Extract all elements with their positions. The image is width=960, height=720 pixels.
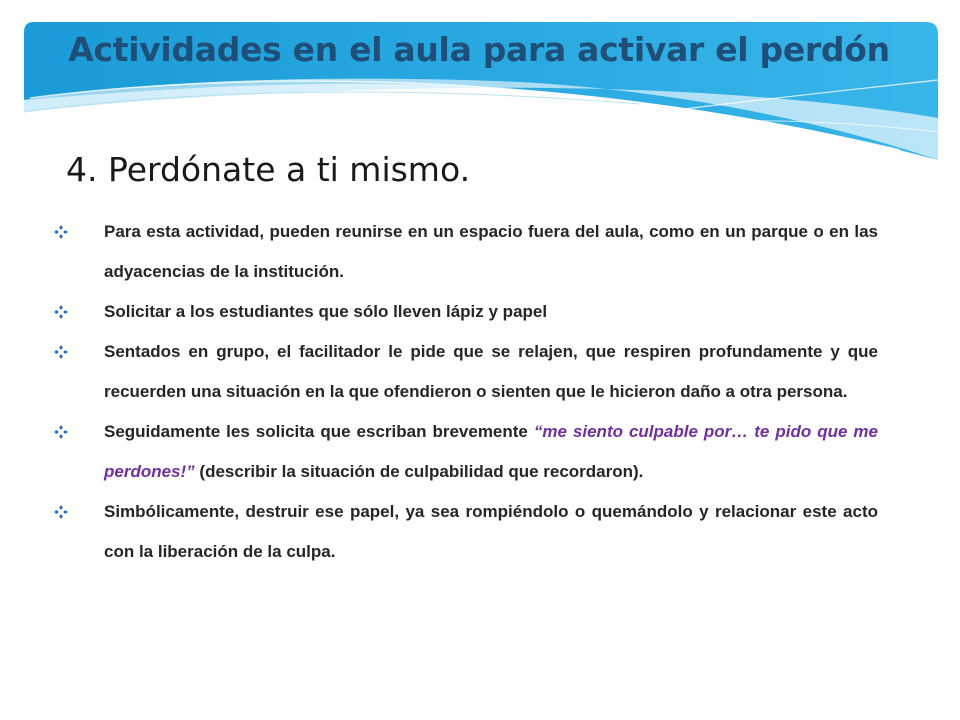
diamond-bullet-icon bbox=[54, 212, 74, 252]
bullet-text-lead: Seguidamente les solicita que escriban brevemente bbox=[104, 422, 534, 441]
quote-emphasis: “me siento culpable por… te pido que me perdones!” bbox=[104, 422, 879, 481]
bullet-text: Solicitar a los estudiantes que sólo lleven lápiz y papel bbox=[104, 302, 548, 321]
header-banner bbox=[0, 0, 960, 170]
list-item bbox=[48, 492, 878, 572]
slide-subtitle: 4. Perdónate a ti mismo. bbox=[66, 150, 471, 189]
diamond-bullet-icon bbox=[54, 492, 74, 532]
diamond-bullet-icon bbox=[54, 292, 74, 332]
bullet-text: Sentados en grupo, el facilitador le pide que se relajen, que respiren profundamente y que recuerden una situación en la que ofendieron o sienten que le hicieron daño a otra persona. bbox=[104, 342, 878, 401]
list-item bbox=[48, 332, 878, 412]
bullet-text-tail: (describir la situación de culpabilidad que recordaron). bbox=[194, 462, 644, 481]
list-item bbox=[48, 212, 878, 292]
list-item bbox=[48, 292, 878, 332]
slide-title: Actividades en el aula para activar el perdón bbox=[68, 30, 890, 69]
bullet-text: Para esta actividad, pueden reunirse en un espacio fuera del aula, como en un parque o en las adyacencias de la institución. bbox=[104, 222, 878, 281]
bullet-list bbox=[48, 212, 878, 572]
bullet-text: Simbólicamente, destruir ese papel, ya sea rompiéndolo o quemándolo y relacionar este acto con la liberación de la culpa. bbox=[104, 502, 878, 561]
list-item bbox=[48, 412, 878, 492]
diamond-bullet-icon bbox=[54, 332, 74, 372]
diamond-bullet-icon bbox=[54, 412, 74, 452]
